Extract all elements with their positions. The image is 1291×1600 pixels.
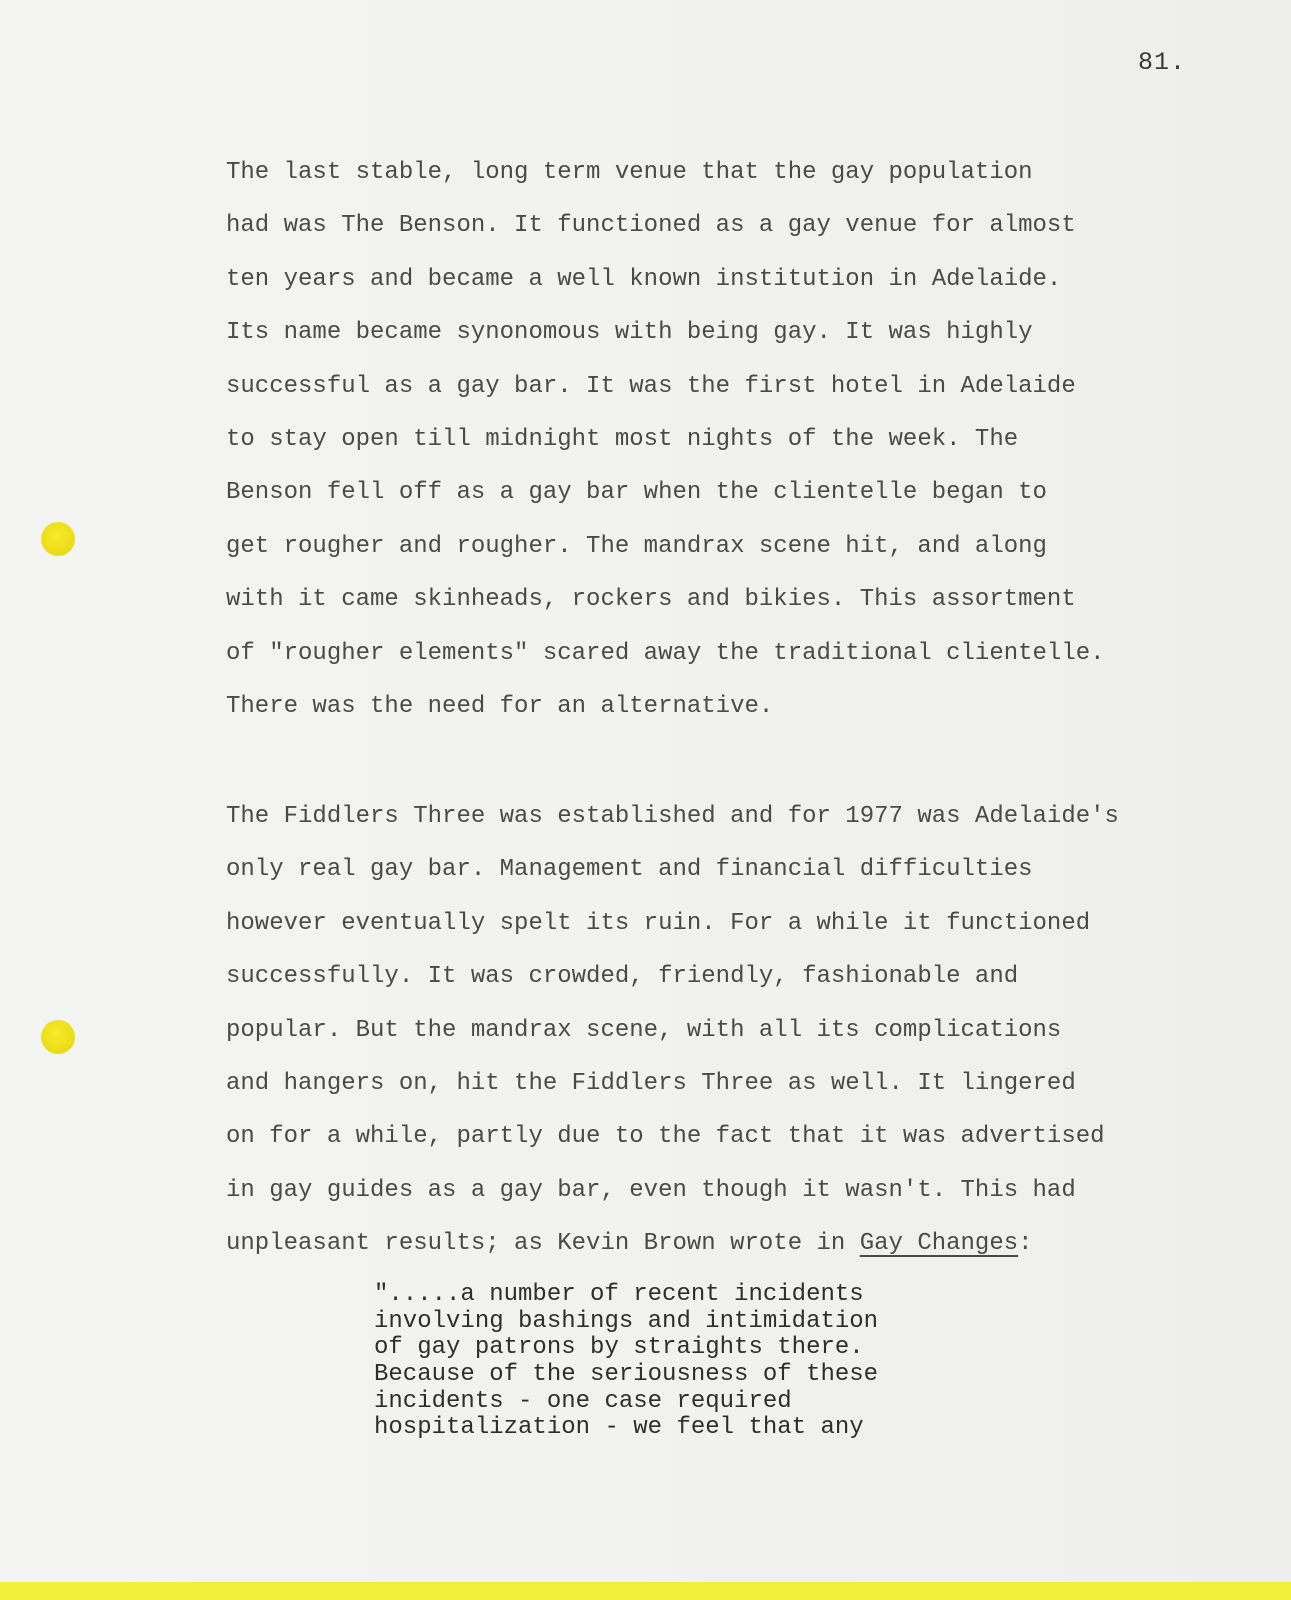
text-line: and hangers on, hit the Fiddlers Three as well. It lingered bbox=[226, 1069, 1076, 1097]
page-number: 81. bbox=[1138, 48, 1187, 77]
text-line: successful as a gay bar. It was the first hotel in Adelaide bbox=[226, 372, 1076, 400]
citation-title: Gay Changes bbox=[859, 1230, 1019, 1258]
text-line: Benson fell off as a gay bar when the clientelle began to bbox=[226, 479, 1047, 507]
quote-line: incidents - one case required bbox=[374, 1387, 792, 1415]
text-line: with it came skinheads, rockers and bikies. This assortment bbox=[226, 586, 1076, 614]
text-line: in gay guides as a gay bar, even though it wasn't. This had bbox=[226, 1176, 1076, 1204]
quote-line: involving bashings and intimidation bbox=[374, 1307, 879, 1335]
binding-edge-band bbox=[0, 1582, 1291, 1600]
text-line: however eventually spelt its ruin. For a while it functioned bbox=[226, 909, 1091, 937]
binder-hole-top bbox=[41, 522, 75, 556]
text-line: get rougher and rougher. The mandrax scene hit, and along bbox=[226, 532, 1047, 560]
text-line: The Fiddlers Three was established and for 1977 was Adelaide's bbox=[226, 803, 1119, 830]
text-line-citation bbox=[226, 1217, 1119, 1270]
binder-hole-bottom bbox=[41, 1020, 75, 1054]
quote-line: Because of the seriousness of these bbox=[374, 1361, 879, 1389]
text-line: on for a while, partly due to the fact that it was advertised bbox=[226, 1123, 1105, 1151]
text-line: successfully. It was crowded, friendly, fashionable and bbox=[226, 963, 1019, 991]
text-line: of "rougher elements" scared away the traditional clientelle. bbox=[226, 639, 1105, 667]
text-line: had was The Benson. It functioned as a gay venue for almost bbox=[226, 212, 1076, 240]
text-line: ten years and became a well known institution in Adelaide. bbox=[226, 265, 1062, 293]
text-line: to stay open till midnight most nights of the week. The bbox=[226, 425, 1019, 453]
quote-line: hospitalization - we feel that any bbox=[374, 1414, 864, 1442]
citation-prefix: unpleasant results; as Kevin Brown wrote in bbox=[226, 1230, 860, 1258]
text-line: The last stable, long term venue that the gay population bbox=[226, 159, 1033, 186]
text-line: Its name became synonomous with being gay. It was highly bbox=[226, 319, 1033, 347]
paragraph-the-benson bbox=[226, 146, 1105, 733]
text-line: only real gay bar. Management and financial difficulties bbox=[226, 856, 1033, 884]
block-quote bbox=[374, 1282, 878, 1442]
citation-suffix: : bbox=[1018, 1230, 1033, 1258]
quote-line: ".....a number of recent incidents bbox=[374, 1281, 864, 1308]
quote-line: of gay patrons by straights there. bbox=[374, 1334, 864, 1362]
text-line: There was the need for an alternative. bbox=[226, 692, 774, 720]
text-line: popular. But the mandrax scene, with all its complications bbox=[226, 1016, 1062, 1044]
paragraph-fiddlers-three bbox=[226, 790, 1119, 1271]
